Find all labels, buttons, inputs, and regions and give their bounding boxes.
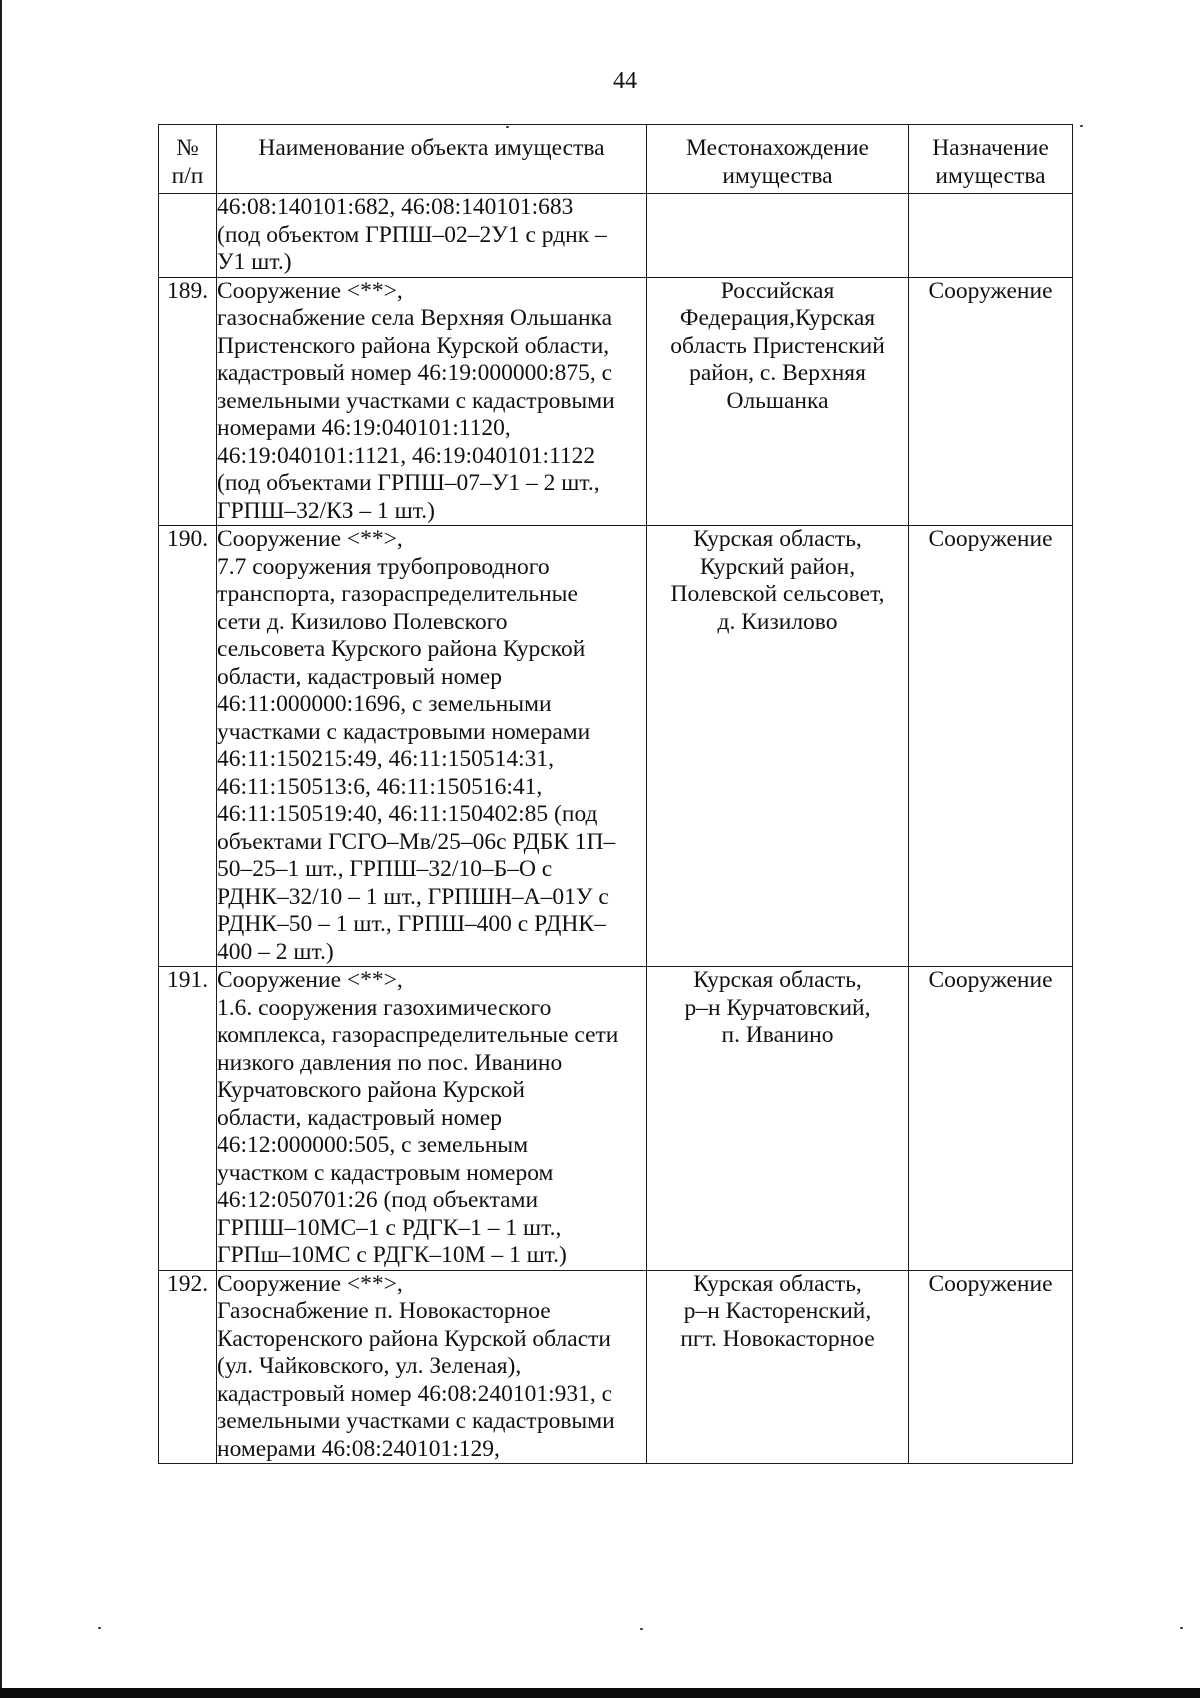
object-purpose: Сооружение: [909, 277, 1073, 526]
object-name: [217, 1270, 647, 1464]
text-line: сельсовета Курского района Курской: [217, 636, 586, 662]
text-line: область Пристенский: [670, 332, 885, 359]
text-line: РДНК–32/10 – 1 шт., ГРПШН–А–01У с: [217, 883, 609, 910]
object-purpose: [909, 194, 1073, 278]
text-line: 46:11:150519:40, 46:11:150402:85 (под: [217, 801, 598, 827]
text-line: Назначение: [932, 135, 1049, 161]
text-line: Сооружение <**>,: [217, 526, 403, 552]
text-line: 50–25–1 шт., ГРПШ–32/10–Б–О с: [217, 856, 553, 882]
text-line: 46:11:150513:6, 46:11:150516:41,: [217, 773, 543, 800]
text-line: Курская область,: [693, 1270, 862, 1297]
text-line: Пристенского района Курской области,: [217, 332, 610, 359]
text-line: 46:11:000000:1696, с земельными: [217, 691, 552, 717]
text-line: номерами 46:19:040101:1120,: [217, 415, 511, 441]
text-line: имущества: [935, 162, 1046, 189]
header-purpose: [909, 125, 1073, 194]
text-line: Касторенского района Курской области: [217, 1325, 611, 1352]
text-line: 46:11:150215:49, 46:11:150514:31,: [217, 746, 555, 772]
text-line: д. Кизилово: [717, 608, 838, 635]
text-line: ГРПШ–32/КЗ – 1 шт.): [217, 497, 435, 524]
page-number: 44: [613, 68, 637, 94]
object-purpose: Сооружение: [909, 1270, 1073, 1464]
table-row: [159, 277, 1073, 526]
text-line: 400 – 2 шт.): [217, 938, 334, 965]
table-row: [159, 967, 1073, 1271]
text-line: (ул. Чайковского, ул. Зеленая),: [217, 1353, 522, 1379]
text-line: Сооружение <**>,: [217, 967, 403, 993]
text-line: сети д. Кизилово Полевского: [217, 608, 508, 635]
scan-edge-bottom: [0, 1688, 1200, 1698]
text-line: низкого давления по пос. Иванино: [217, 1049, 563, 1076]
text-line: район, с. Верхняя: [689, 360, 866, 386]
row-number: [159, 194, 217, 278]
text-line: области, кадастровый номер: [217, 1104, 502, 1131]
text-line: Курская область,: [693, 967, 862, 993]
table-header-row: [159, 125, 1073, 194]
text-line: имущества: [722, 162, 833, 189]
scan-speck: [98, 1627, 101, 1629]
row-number: 192.: [159, 1270, 217, 1464]
object-location: [647, 967, 909, 1271]
text-line: п. Иванино: [721, 1022, 834, 1048]
object-name: [217, 277, 647, 526]
object-location: [647, 526, 909, 967]
text-line: Полевской сельсовет,: [670, 581, 885, 607]
text-line: Сооружение <**>,: [217, 277, 403, 304]
text-line: Газоснабжение п. Новокасторное: [217, 1298, 551, 1324]
header-num: [159, 125, 217, 194]
table-row: [159, 526, 1073, 967]
text-line: Местонахождение: [686, 135, 869, 161]
text-line: земельными участками с кадастровыми: [217, 1408, 615, 1434]
scan-edge-left: [0, 0, 2, 1698]
table-row: [159, 194, 1073, 278]
text-line: (под объектом ГРПШ–02–2У1 с рднк –: [217, 221, 607, 248]
text-line: газоснабжение села Верхняя Ольшанка: [217, 305, 613, 331]
row-number: 191.: [159, 967, 217, 1271]
property-table: [158, 124, 1073, 1464]
text-line: р–н Касторенский,: [683, 1298, 872, 1324]
text-line: комплекса, газораспределительные сети: [217, 1022, 619, 1048]
object-purpose: Сооружение: [909, 526, 1073, 967]
text-line: кадастровый номер 46:19:000000:875, с: [217, 360, 613, 386]
text-line: 46:12:000000:505, с земельным: [217, 1132, 529, 1158]
text-line: участками с кадастровыми номерами: [217, 718, 591, 745]
text-line: кадастровый номер 46:08:240101:931, с: [217, 1380, 613, 1407]
header-name: [217, 125, 647, 194]
text-line: номерами 46:08:240101:129,: [217, 1435, 500, 1462]
text-line: 46:08:140101:682, 46:08:140101:683: [217, 194, 574, 220]
text-line: 1.6. сооружения газохимического: [217, 994, 552, 1021]
text-line: Курчатовского района Курской: [217, 1077, 525, 1103]
text-line: ГРПШ–10МС–1 с РДГК–1 – 1 шт.,: [217, 1214, 562, 1241]
text-line: Ольшанка: [726, 387, 829, 414]
text-line: Сооружение <**>,: [217, 1270, 403, 1297]
text-line: земельными участками с кадастровыми: [217, 387, 615, 414]
text-line: У1 шт.): [217, 249, 292, 275]
text-line: Курская область,: [693, 526, 862, 552]
text-line: 46:12:050701:26 (под объектами: [217, 1187, 539, 1213]
text-line: области, кадастровый номер: [217, 663, 502, 690]
text-line: Российская: [720, 277, 835, 304]
text-line: участком с кадастровым номером: [217, 1159, 554, 1186]
text-line: р–н Курчатовский,: [684, 994, 871, 1021]
text-line: Федерация,Курская: [679, 305, 876, 331]
text-line: 46:19:040101:1121, 46:19:040101:1122: [217, 442, 596, 469]
text-line: объектами ГСГО–Мв/25–06с РДБК 1П–: [217, 828, 616, 855]
row-number: 189.: [159, 277, 217, 526]
object-name: [217, 526, 647, 967]
object-name: [217, 967, 647, 1271]
text-line: РДНК–50 – 1 шт., ГРПШ–400 с РДНК–: [217, 911, 606, 937]
object-location: [647, 194, 909, 278]
header-location: [647, 125, 909, 194]
object-location: [647, 1270, 909, 1464]
text-line: п/п: [171, 162, 204, 189]
object-name: [217, 194, 647, 278]
table-row: [159, 1270, 1073, 1464]
text-line: №: [176, 135, 199, 161]
scan-speck: [1080, 125, 1083, 127]
text-line: Курский район,: [699, 553, 856, 580]
object-location: [647, 277, 909, 526]
object-purpose: Сооружение: [909, 967, 1073, 1271]
text-line: 7.7 сооружения трубопроводного: [217, 553, 550, 580]
text-line: (под объектами ГРПШ–07–У1 – 2 шт.,: [217, 470, 600, 496]
row-number: 190.: [159, 526, 217, 967]
text-line: Наименование объекта имущества: [258, 135, 605, 161]
text-line: пгт. Новокасторное: [680, 1325, 875, 1352]
scan-speck: [640, 1628, 643, 1630]
scan-speck: [1180, 1627, 1183, 1629]
text-line: ГРПш–10МС с РДГК–10М – 1 шт.): [217, 1242, 567, 1268]
text-line: транспорта, газораспределительные: [217, 581, 578, 607]
